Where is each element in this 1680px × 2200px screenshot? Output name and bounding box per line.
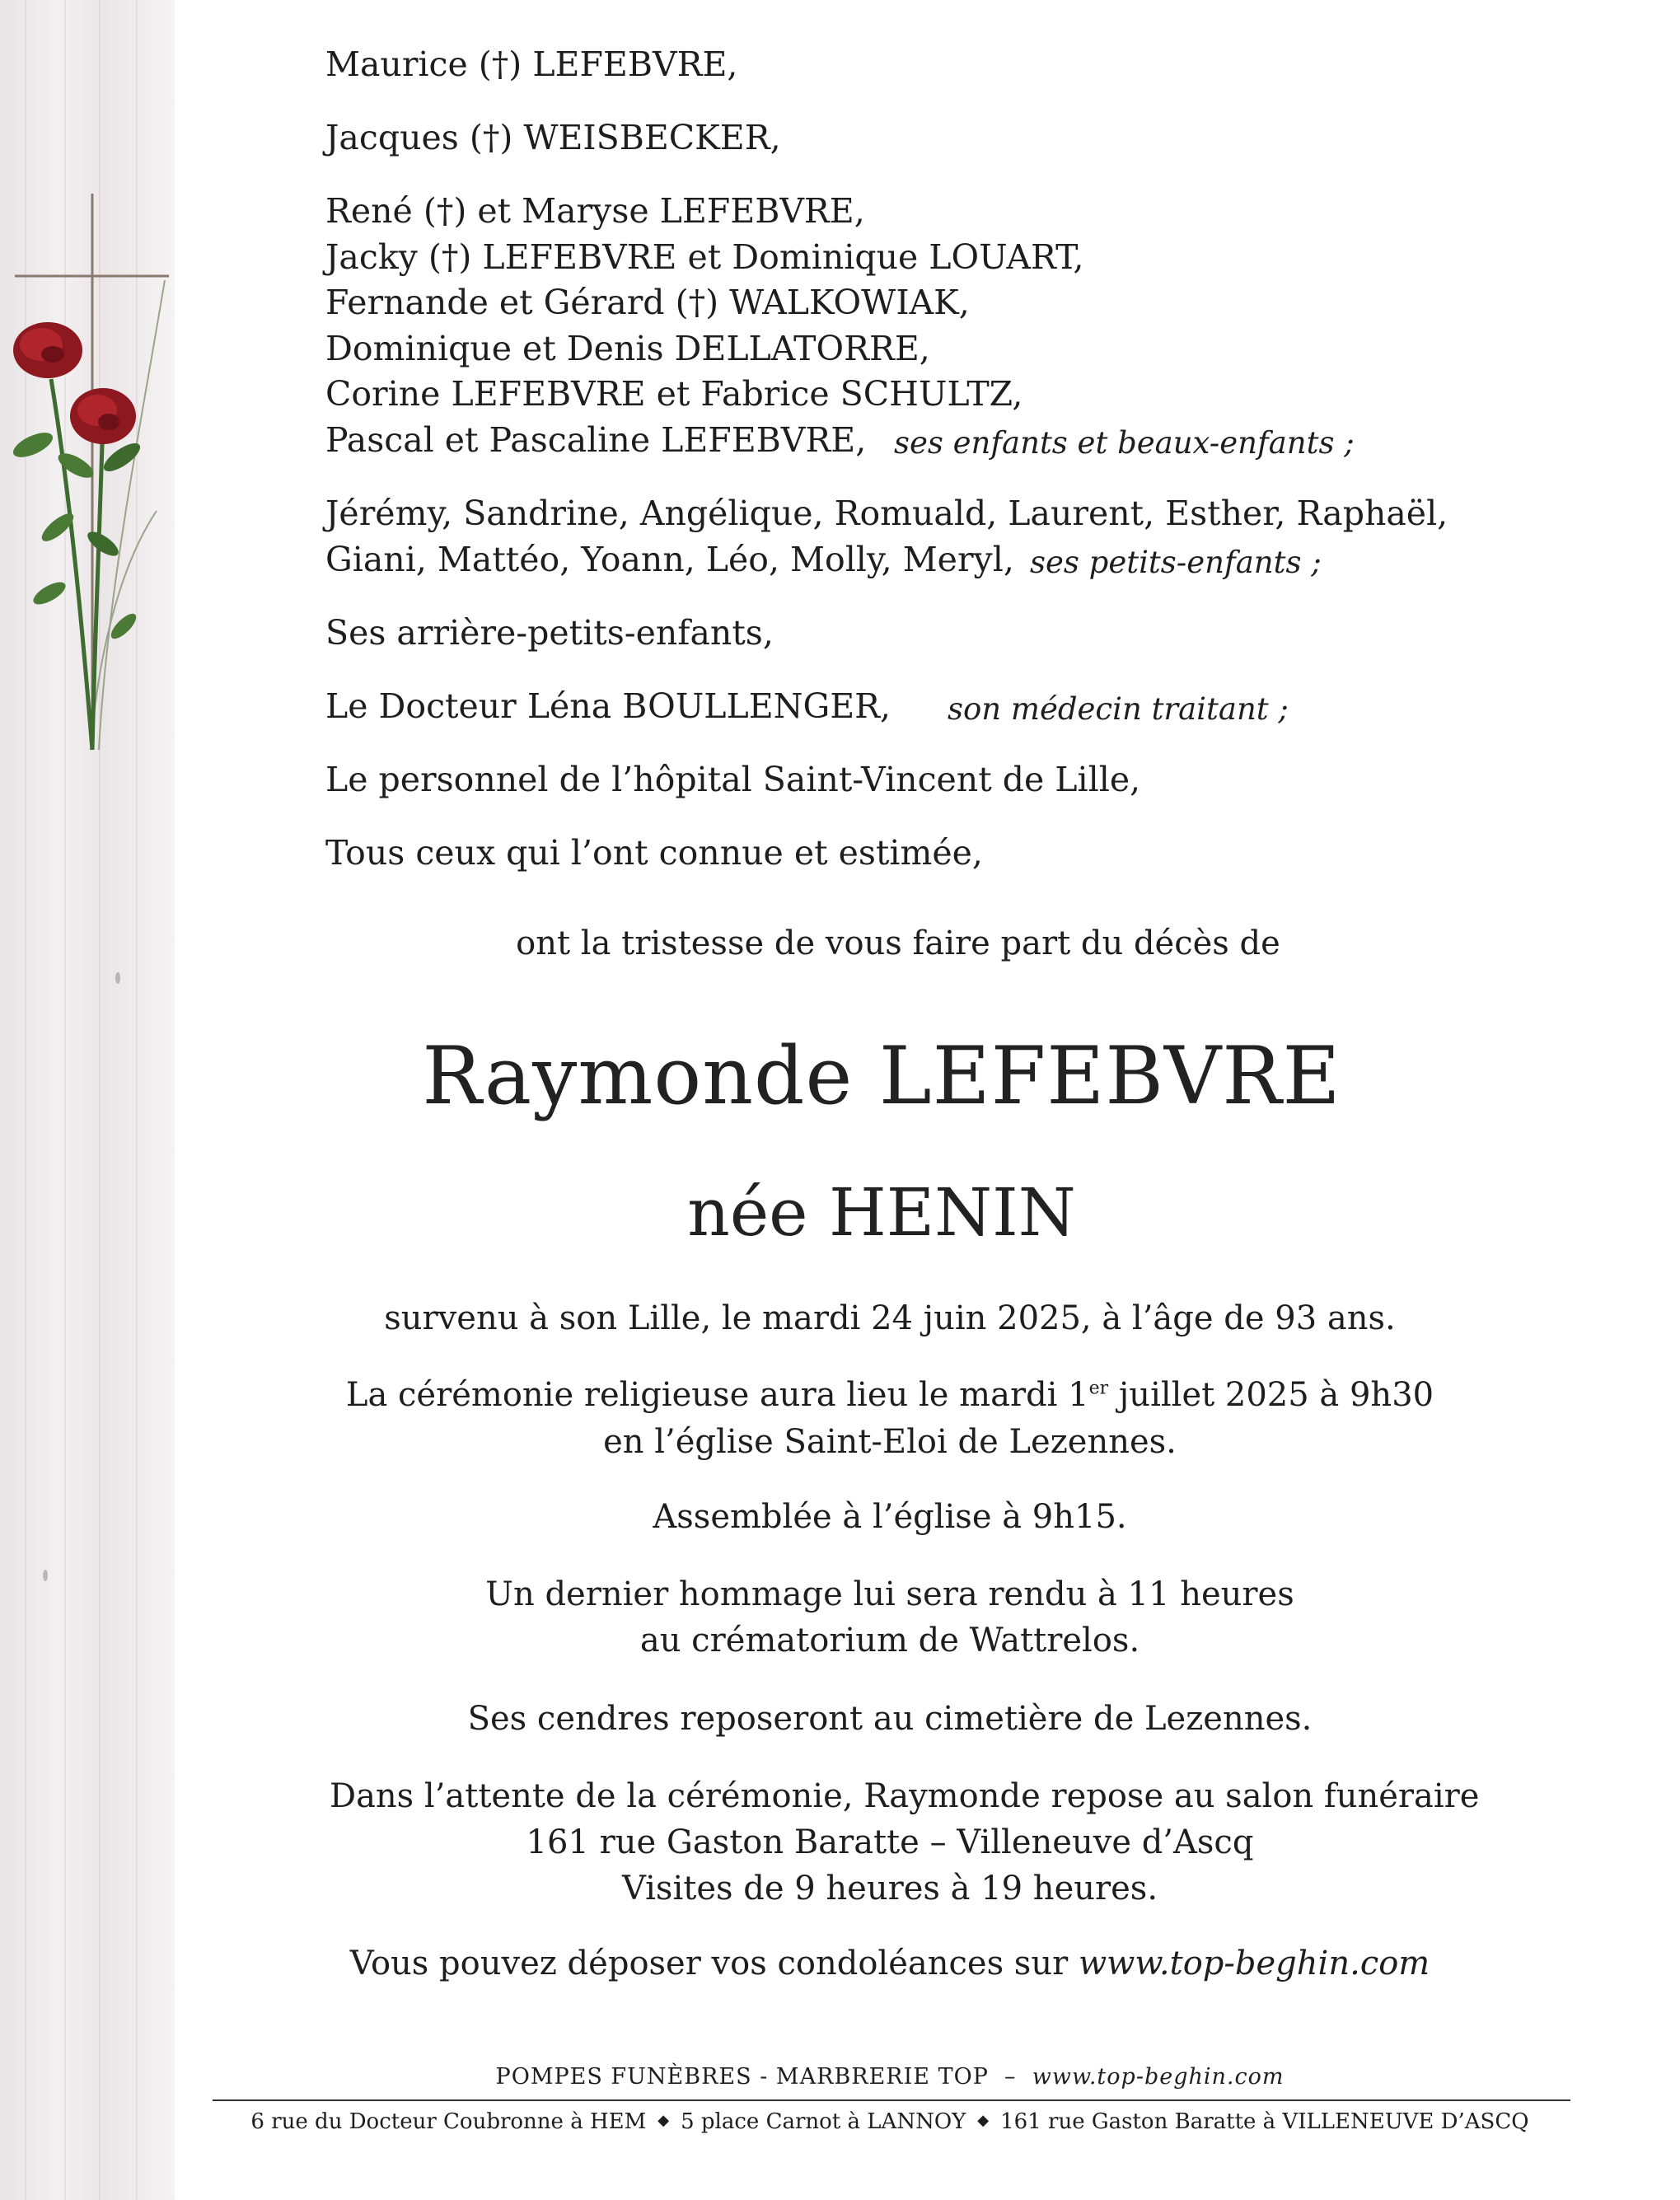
family-line: Le personnel de l’hôpital Saint-Vincent de Lille,	[325, 760, 1141, 799]
family-line: René (†) et Maryse LEFEBVRE,	[325, 191, 865, 231]
diamond-separator-icon: ◆	[657, 2112, 670, 2129]
hommage-line-2: au crématorium de Wattrelos.	[639, 1622, 1140, 1659]
hommage-line-1: Un dernier hommage lui sera rendu à 11 heures	[485, 1575, 1294, 1613]
family-line: Maurice (†) LEFEBVRE,	[325, 44, 738, 84]
footer-address: 6 rue du Docteur Coubronne à HEM	[250, 2109, 647, 2134]
diamond-separator-icon: ◆	[977, 2112, 990, 2129]
family-line: Ses arrière-petits-enfants,	[325, 613, 774, 653]
salon-line-1: Dans l’attente de la cérémonie, Raymonde repose au salon funéraire	[330, 1777, 1480, 1815]
death-details: survenu à son Lille, le mardi 24 juin 2025, à l’âge de 93 ans.	[384, 1299, 1396, 1337]
family-line: Jacques (†) WEISBECKER,	[325, 118, 781, 157]
family-role-grandchildren: ses petits-enfants ;	[1030, 545, 1322, 580]
footer-address: 5 place Carnot à LANNOY	[681, 2109, 966, 2134]
announcement-text: ont la tristesse de vous faire part du décès de	[516, 924, 1280, 962]
family-line: Fernande et Gérard (†) WALKOWIAK,	[325, 283, 970, 322]
condolences-line: Vous pouvez déposer vos condoléances sur www.top-beghin.com	[349, 1945, 1430, 1982]
footer-divider	[213, 2099, 1570, 2101]
deceased-maiden-name: née HENIN	[687, 1174, 1076, 1251]
ceremony-line-1: La cérémonie religieuse aura lieu le mardi 1er juillet 2025 à 9h30	[345, 1376, 1434, 1414]
family-line: Corine LEFEBVRE et Fabrice SCHULTZ,	[325, 374, 1023, 414]
family-line: Tous ceux qui l’ont connue et estimée,	[325, 833, 983, 873]
family-role-children: ses enfants et beaux-enfants ;	[894, 425, 1355, 461]
footer-company-line: POMPES FUNÈBRES - MARBRERIE TOP – www.top-beghin.com	[495, 2064, 1285, 2090]
family-line: Le Docteur Léna BOULLENGER,	[325, 686, 891, 726]
salon-line-3: Visites de 9 heures à 19 heures.	[621, 1870, 1158, 1907]
footer-website-link[interactable]: www.top-beghin.com	[1032, 2064, 1285, 2090]
footer-addresses	[247, 2109, 1533, 2134]
salon-line-2: 161 rue Gaston Baratte – Villeneuve d’Ascq	[526, 1823, 1254, 1861]
condolences-website-link[interactable]: www.top-beghin.com	[1078, 1945, 1430, 1982]
decorative-wood-strip	[0, 0, 175, 2200]
family-line: Pascal et Pascaline LEFEBVRE,	[325, 420, 867, 460]
family-line: Jérémy, Sandrine, Angélique, Romuald, Laurent, Esther, Raphaël,	[325, 494, 1448, 533]
rose-with-cross-icon	[0, 181, 175, 758]
footer-address: 161 rue Gaston Baratte à VILLENEUVE D’ASCQ	[1000, 2109, 1529, 2134]
assembly-time: Assemblée à l’église à 9h15.	[653, 1498, 1127, 1536]
deceased-name: Raymonde LEFEBVRE	[422, 1030, 1341, 1122]
family-line: Dominique et Denis DELLATORRE,	[325, 329, 930, 368]
ashes-location: Ses cendres reposeront au cimetière de Lezennes.	[467, 1700, 1313, 1738]
ceremony-line-2: en l’église Saint-Eloi de Lezennes.	[603, 1423, 1177, 1461]
family-role-doctor: son médecin traitant ;	[948, 691, 1289, 727]
family-line: Jacky (†) LEFEBVRE et Dominique LOUART,	[325, 237, 1084, 277]
family-line: Giani, Mattéo, Yoann, Léo, Molly, Meryl,	[325, 540, 1014, 579]
